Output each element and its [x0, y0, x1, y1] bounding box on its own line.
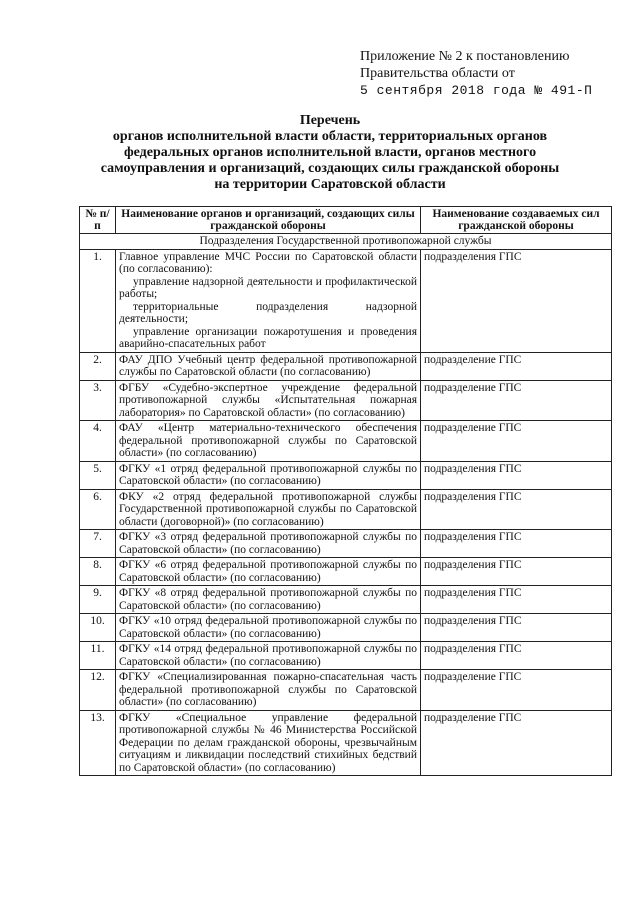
table-row	[80, 421, 612, 462]
appendix-line-1: Приложение № 2 к постановлению	[360, 49, 570, 64]
title-line-5: на территории Саратовской области	[214, 177, 446, 192]
forces-cell: подразделения ГПС	[421, 489, 612, 530]
header-organization: Наименование органов и организаций, создающих силы гражданской обороны	[116, 207, 421, 234]
forces-cell: подразделения ГПС	[421, 249, 612, 352]
table-row	[80, 614, 612, 642]
organization-cell	[116, 530, 421, 558]
organization-name: ФГКУ «Специальное управление федеральной противопожарной службы № 46 Министерства Российской Федерации по делам гражданской обороны, чрезвычайным ситуациям и ликвидации последствий стихийных бедствий по Саратовской области» (по согласованию)	[119, 711, 417, 774]
organization-cell	[116, 380, 421, 421]
organization-cell	[116, 586, 421, 614]
row-number: 11.	[80, 642, 116, 670]
forces-cell: подразделение ГПС	[421, 710, 612, 776]
organization-name: ФГКУ «8 отряд федеральной противопожарной службы по Саратовской области» (по согласованию)	[119, 587, 417, 612]
title-line-4: самоуправления и организаций, создающих силы гражданской обороны	[100, 161, 560, 176]
organization-name: ФГКУ «14 отряд федеральной противопожарной службы по Саратовской области» (по согласованию)	[119, 643, 417, 668]
organization-cell	[116, 461, 421, 489]
organization-cell	[116, 421, 421, 462]
header-number: № п/п	[80, 207, 116, 234]
forces-cell: подразделения ГПС	[421, 558, 612, 586]
organization-name: ФГКУ «6 отряд федеральной противопожарной службы по Саратовской области» (по согласованию)	[119, 559, 417, 584]
row-number: 3.	[80, 380, 116, 421]
forces-cell: подразделение ГПС	[421, 670, 612, 711]
table-row	[80, 352, 612, 380]
organization-cell	[116, 614, 421, 642]
row-number: 1.	[80, 249, 116, 352]
forces-cell: подразделения ГПС	[421, 586, 612, 614]
table-row	[80, 249, 612, 352]
organization-name: Главное управление МЧС России по Саратовской области (по согласованию):	[119, 250, 417, 275]
forces-cell: подразделение ГПС	[421, 380, 612, 421]
organization-cell	[116, 249, 421, 352]
table-row	[80, 380, 612, 421]
row-number: 9.	[80, 586, 116, 614]
title-line-1: Перечень	[299, 113, 361, 128]
table-row	[80, 558, 612, 586]
appendix-date-line: 5 сентября 2018 года № 491-П	[360, 83, 593, 98]
title-line-2: органов исполнительной власти области, территориальных органов	[112, 129, 548, 144]
forces-cell: подразделения ГПС	[421, 614, 612, 642]
organization-name: ФАУ «Центр материально-технического обеспечения федеральной противопожарной службы по Саратовской области» (по согласованию)	[119, 422, 417, 459]
organization-cell	[116, 489, 421, 530]
section-title: Подразделения Государственной противопожарной службы	[80, 234, 612, 250]
organization-cell	[116, 670, 421, 711]
organization-name: ФГКУ «3 отряд федеральной противопожарной службы по Саратовской области» (по согласованию)	[119, 531, 417, 556]
organization-cell	[116, 352, 421, 380]
header-forces: Наименование создаваемых сил гражданской обороны	[421, 207, 612, 234]
table-header-row	[80, 207, 612, 234]
row-number: 4.	[80, 421, 116, 462]
organization-name: ФАУ ДПО Учебный центр федеральной противопожарной службы по Саратовской области (по согласованию)	[119, 353, 417, 378]
document-title	[60, 113, 600, 193]
subdivision-item: управление организации пожаротушения и проведения аварийно-спасательных работ	[119, 325, 417, 350]
row-number: 12.	[80, 670, 116, 711]
organization-name: ФГБУ «Судебно-экспертное учреждение федеральной противопожарной службы «Испытательная пожарная лаборатория» по Саратовской области» (по согласованию)	[119, 381, 417, 419]
subdivision-item: территориальные подразделения надзорной деятельности;	[119, 300, 417, 325]
organization-cell	[116, 710, 421, 776]
organization-name: ФКУ «2 отряд федеральной противопожарной службы Государственной противопожарной службы по Саратовской области (договорной)» (по согласованию)	[119, 490, 417, 528]
forces-cell: подразделение ГПС	[421, 352, 612, 380]
organization-cell	[116, 558, 421, 586]
organization-name: ФГКУ «10 отряд федеральной противопожарной службы по Саратовской области» (по согласованию)	[119, 615, 417, 640]
row-number: 6.	[80, 489, 116, 530]
organization-cell	[116, 642, 421, 670]
row-number: 8.	[80, 558, 116, 586]
forces-cell: подразделения ГПС	[421, 530, 612, 558]
appendix-header	[360, 48, 592, 99]
table-row	[80, 670, 612, 711]
forces-cell: подразделения ГПС	[421, 642, 612, 670]
table-row	[80, 642, 612, 670]
table-row	[80, 710, 612, 776]
organization-name: ФГКУ «Специализированная пожарно-спасательная часть федеральной противопожарной службы по Саратовской области» (по согласованию)	[119, 671, 417, 708]
title-line-3: федеральных органов исполнительной власти, органов местного	[123, 145, 537, 160]
appendix-line-2: Правительства области от	[360, 66, 515, 81]
forces-cell: подразделение ГПС	[421, 421, 612, 462]
row-number: 10.	[80, 614, 116, 642]
row-number: 7.	[80, 530, 116, 558]
row-number: 5.	[80, 461, 116, 489]
subdivision-item: управление надзорной деятельности и профилактической работы;	[119, 275, 417, 300]
section-row	[80, 234, 612, 250]
table-row	[80, 586, 612, 614]
row-number: 2.	[80, 352, 116, 380]
organization-name: ФГКУ «1 отряд федеральной противопожарной службы по Саратовской области» (по согласованию)	[119, 462, 417, 487]
table-row	[80, 530, 612, 558]
organizations-table	[79, 206, 612, 776]
table-row	[80, 461, 612, 489]
forces-cell: подразделения ГПС	[421, 461, 612, 489]
row-number: 13.	[80, 710, 116, 776]
table-row	[80, 489, 612, 530]
